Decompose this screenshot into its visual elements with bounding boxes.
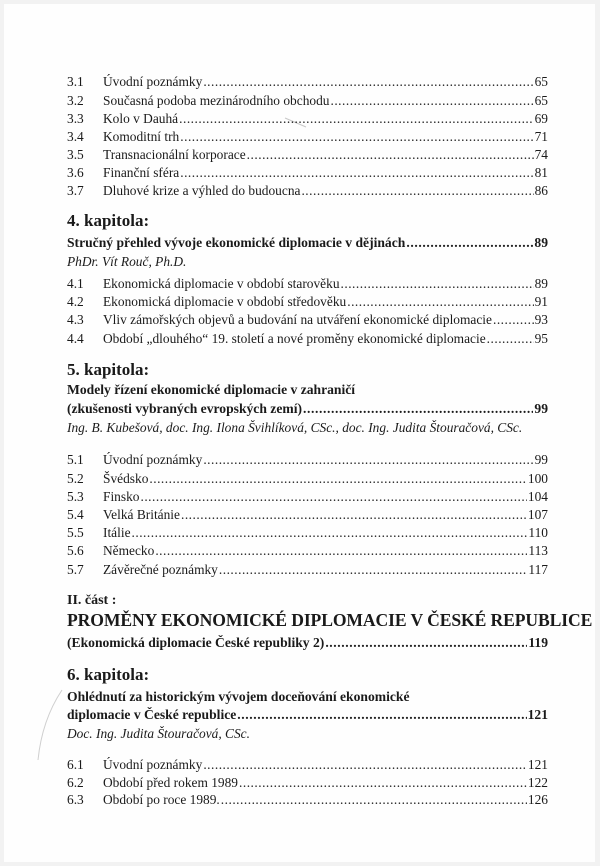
entry-title: Úvodní poznámky [103, 452, 203, 467]
chapter-title-entry[interactable] [67, 399, 548, 418]
dot-leader [180, 127, 533, 146]
chapter-author: Doc. Ing. Judita Štouračová, CSc. [67, 726, 250, 741]
chapter-label: 6. kapitola: [67, 665, 150, 684]
dot-leader [155, 541, 527, 560]
toc-entry[interactable] [67, 109, 548, 128]
entry-page: 121 [527, 757, 548, 772]
toc-entry[interactable] [67, 523, 548, 542]
chapter-author: PhDr. Vít Rouč, Ph.D. [67, 254, 187, 269]
chapter-page: 89 [534, 235, 548, 250]
entry-title: Ekonomická diplomacie v období středověku [103, 294, 347, 309]
entry-title: Finsko [103, 489, 140, 504]
dot-leader [347, 292, 533, 311]
entry-page: 69 [534, 111, 548, 126]
entry-title: Finanční sféra [103, 165, 180, 180]
entry-number: 5.2 [67, 471, 84, 486]
entry-page: 104 [527, 489, 548, 504]
entry-number: 5.5 [67, 525, 84, 540]
chapter-label: 5. kapitola: [67, 360, 150, 379]
chapter-title-line1[interactable]: Ohlédnutí za historickým vývojem doceňování ekonomické [67, 689, 410, 704]
dot-leader [140, 487, 526, 506]
dot-leader [180, 163, 533, 182]
chapter-label: 4. kapitola: [67, 211, 150, 230]
toc-entry[interactable] [67, 505, 548, 524]
entry-title: Vliv zámořských objevů a budování na utváření ekonomické diplomacie [103, 312, 492, 327]
toc-entry[interactable] [67, 163, 548, 182]
entry-title: Dluhové krize a výhled do budoucna [103, 183, 301, 198]
toc-entry[interactable] [67, 145, 548, 164]
entry-number: 6.3 [67, 792, 84, 807]
entry-title: Ekonomická diplomacie v období starověku [103, 276, 340, 291]
entry-title: Itálie [103, 525, 131, 540]
entry-title: Transnacionální korporace [103, 147, 246, 162]
entry-number: 5.7 [67, 562, 84, 577]
entry-page: 91 [534, 294, 548, 309]
dot-leader [325, 633, 527, 652]
entry-page: 113 [528, 543, 548, 558]
toc-entry[interactable] [67, 560, 548, 579]
entry-number: 6.2 [67, 775, 84, 790]
entry-title: Německo [103, 543, 155, 558]
toc-entry[interactable] [67, 755, 548, 774]
entry-title: Úvodní poznámky [103, 74, 203, 89]
part-subtitle-entry[interactable] [67, 633, 548, 652]
toc-entry[interactable] [67, 541, 548, 560]
entry-page: 86 [534, 183, 548, 198]
part-subtitle: (Ekonomická diplomacie České republiky 2) [67, 635, 325, 650]
chapter-page: 99 [534, 401, 548, 416]
toc-entry[interactable] [67, 274, 548, 293]
chapter-authors: Ing. B. Kubešová, doc. Ing. Ilona Švihlíková, CSc., doc. Ing. Judita Štouračová, CSc. [67, 420, 523, 435]
entry-number: 3.7 [67, 183, 84, 198]
dot-leader [330, 91, 533, 110]
entry-page: 110 [528, 525, 548, 540]
toc-entry[interactable] [67, 450, 548, 469]
dot-leader [149, 469, 527, 488]
entry-number: 5.3 [67, 489, 84, 504]
entry-title: Úvodní poznámky [103, 757, 203, 772]
toc-entry[interactable] [67, 790, 548, 809]
chapter-title-entry[interactable] [67, 233, 548, 252]
chapter-title-line2: diplomacie v České republice [67, 707, 237, 722]
dot-leader [203, 755, 527, 774]
entry-page: 107 [527, 507, 548, 522]
dot-leader [487, 329, 534, 348]
entry-page: 100 [527, 471, 548, 486]
entry-page: 99 [534, 452, 548, 467]
entry-page: 65 [534, 74, 548, 89]
entry-page: 126 [527, 792, 548, 807]
entry-number: 5.6 [67, 543, 84, 558]
entry-page: 89 [534, 276, 548, 291]
dot-leader [406, 233, 533, 252]
entry-number: 3.3 [67, 111, 84, 126]
dot-leader [493, 310, 534, 329]
entry-title: Období před rokem 1989 [103, 775, 238, 790]
part-label: II. část : [67, 593, 117, 608]
toc-entry[interactable] [67, 72, 548, 91]
entry-number: 3.6 [67, 165, 84, 180]
entry-title: Současná podoba mezinárodního obchodu [103, 93, 330, 108]
dot-leader [203, 72, 533, 91]
entry-title: Období „dlouhého“ 19. století a nové proměny ekonomické diplomacie [103, 331, 486, 346]
toc-entry[interactable] [67, 181, 548, 200]
entry-title: Období po roce 1989. [103, 792, 220, 807]
dot-leader [301, 181, 533, 200]
dot-leader [237, 705, 526, 724]
dot-leader [341, 274, 534, 293]
dot-leader [203, 450, 533, 469]
entry-title: Velká Británie [103, 507, 180, 522]
entry-page: 93 [534, 312, 548, 327]
toc-entry[interactable] [67, 329, 548, 348]
dot-leader [132, 523, 528, 542]
chapter-title: Stručný přehled vývoje ekonomické diplomacie v dějinách [67, 235, 406, 250]
toc-entry[interactable] [67, 487, 548, 506]
entry-title: Švédsko [103, 471, 149, 486]
entry-number: 3.5 [67, 147, 84, 162]
entry-number: 4.4 [67, 331, 84, 346]
part-page: 119 [528, 635, 548, 650]
dot-leader [219, 560, 528, 579]
entry-page: 117 [528, 562, 548, 577]
entry-page: 74 [534, 147, 548, 162]
entry-number: 4.2 [67, 294, 84, 309]
toc-entry[interactable] [67, 469, 548, 488]
entry-number: 4.1 [67, 276, 84, 291]
toc-entry[interactable] [67, 292, 548, 311]
entry-title: Závěrečné poznámky [103, 562, 218, 577]
entry-number: 3.1 [67, 74, 84, 89]
chapter-page: 121 [527, 707, 548, 722]
entry-page: 122 [527, 775, 548, 790]
entry-number: 3.4 [67, 129, 84, 144]
part-heading: PROMĚNY EKONOMICKÉ DIPLOMACIE V ČESKÉ REPUBLICE [67, 610, 593, 630]
dot-leader [181, 505, 527, 524]
entry-number: 5.1 [67, 452, 84, 467]
entry-page: 81 [534, 165, 548, 180]
chapter-title-entry[interactable] [67, 705, 548, 724]
dot-leader [221, 790, 527, 809]
chapter-title-line2: (zkušenosti vybraných evropských zemí) [67, 401, 302, 416]
entry-page: 65 [534, 93, 548, 108]
toc-entry[interactable] [67, 91, 548, 110]
dot-leader [247, 145, 534, 164]
entry-title: Kolo v Dauhá [103, 111, 179, 126]
entry-page: 71 [534, 129, 548, 144]
entry-page: 95 [534, 331, 548, 346]
entry-title: Komoditní trh [103, 129, 180, 144]
toc-entry[interactable] [67, 310, 548, 329]
dot-leader [303, 399, 533, 418]
toc-entry[interactable] [67, 127, 548, 146]
entry-number: 6.1 [67, 757, 84, 772]
entry-number: 3.2 [67, 93, 84, 108]
dot-leader [179, 109, 533, 128]
entry-number: 5.4 [67, 507, 84, 522]
entry-number: 4.3 [67, 312, 84, 327]
chapter-title-line1[interactable]: Modely řízení ekonomické diplomacie v zahraničí [67, 382, 356, 397]
